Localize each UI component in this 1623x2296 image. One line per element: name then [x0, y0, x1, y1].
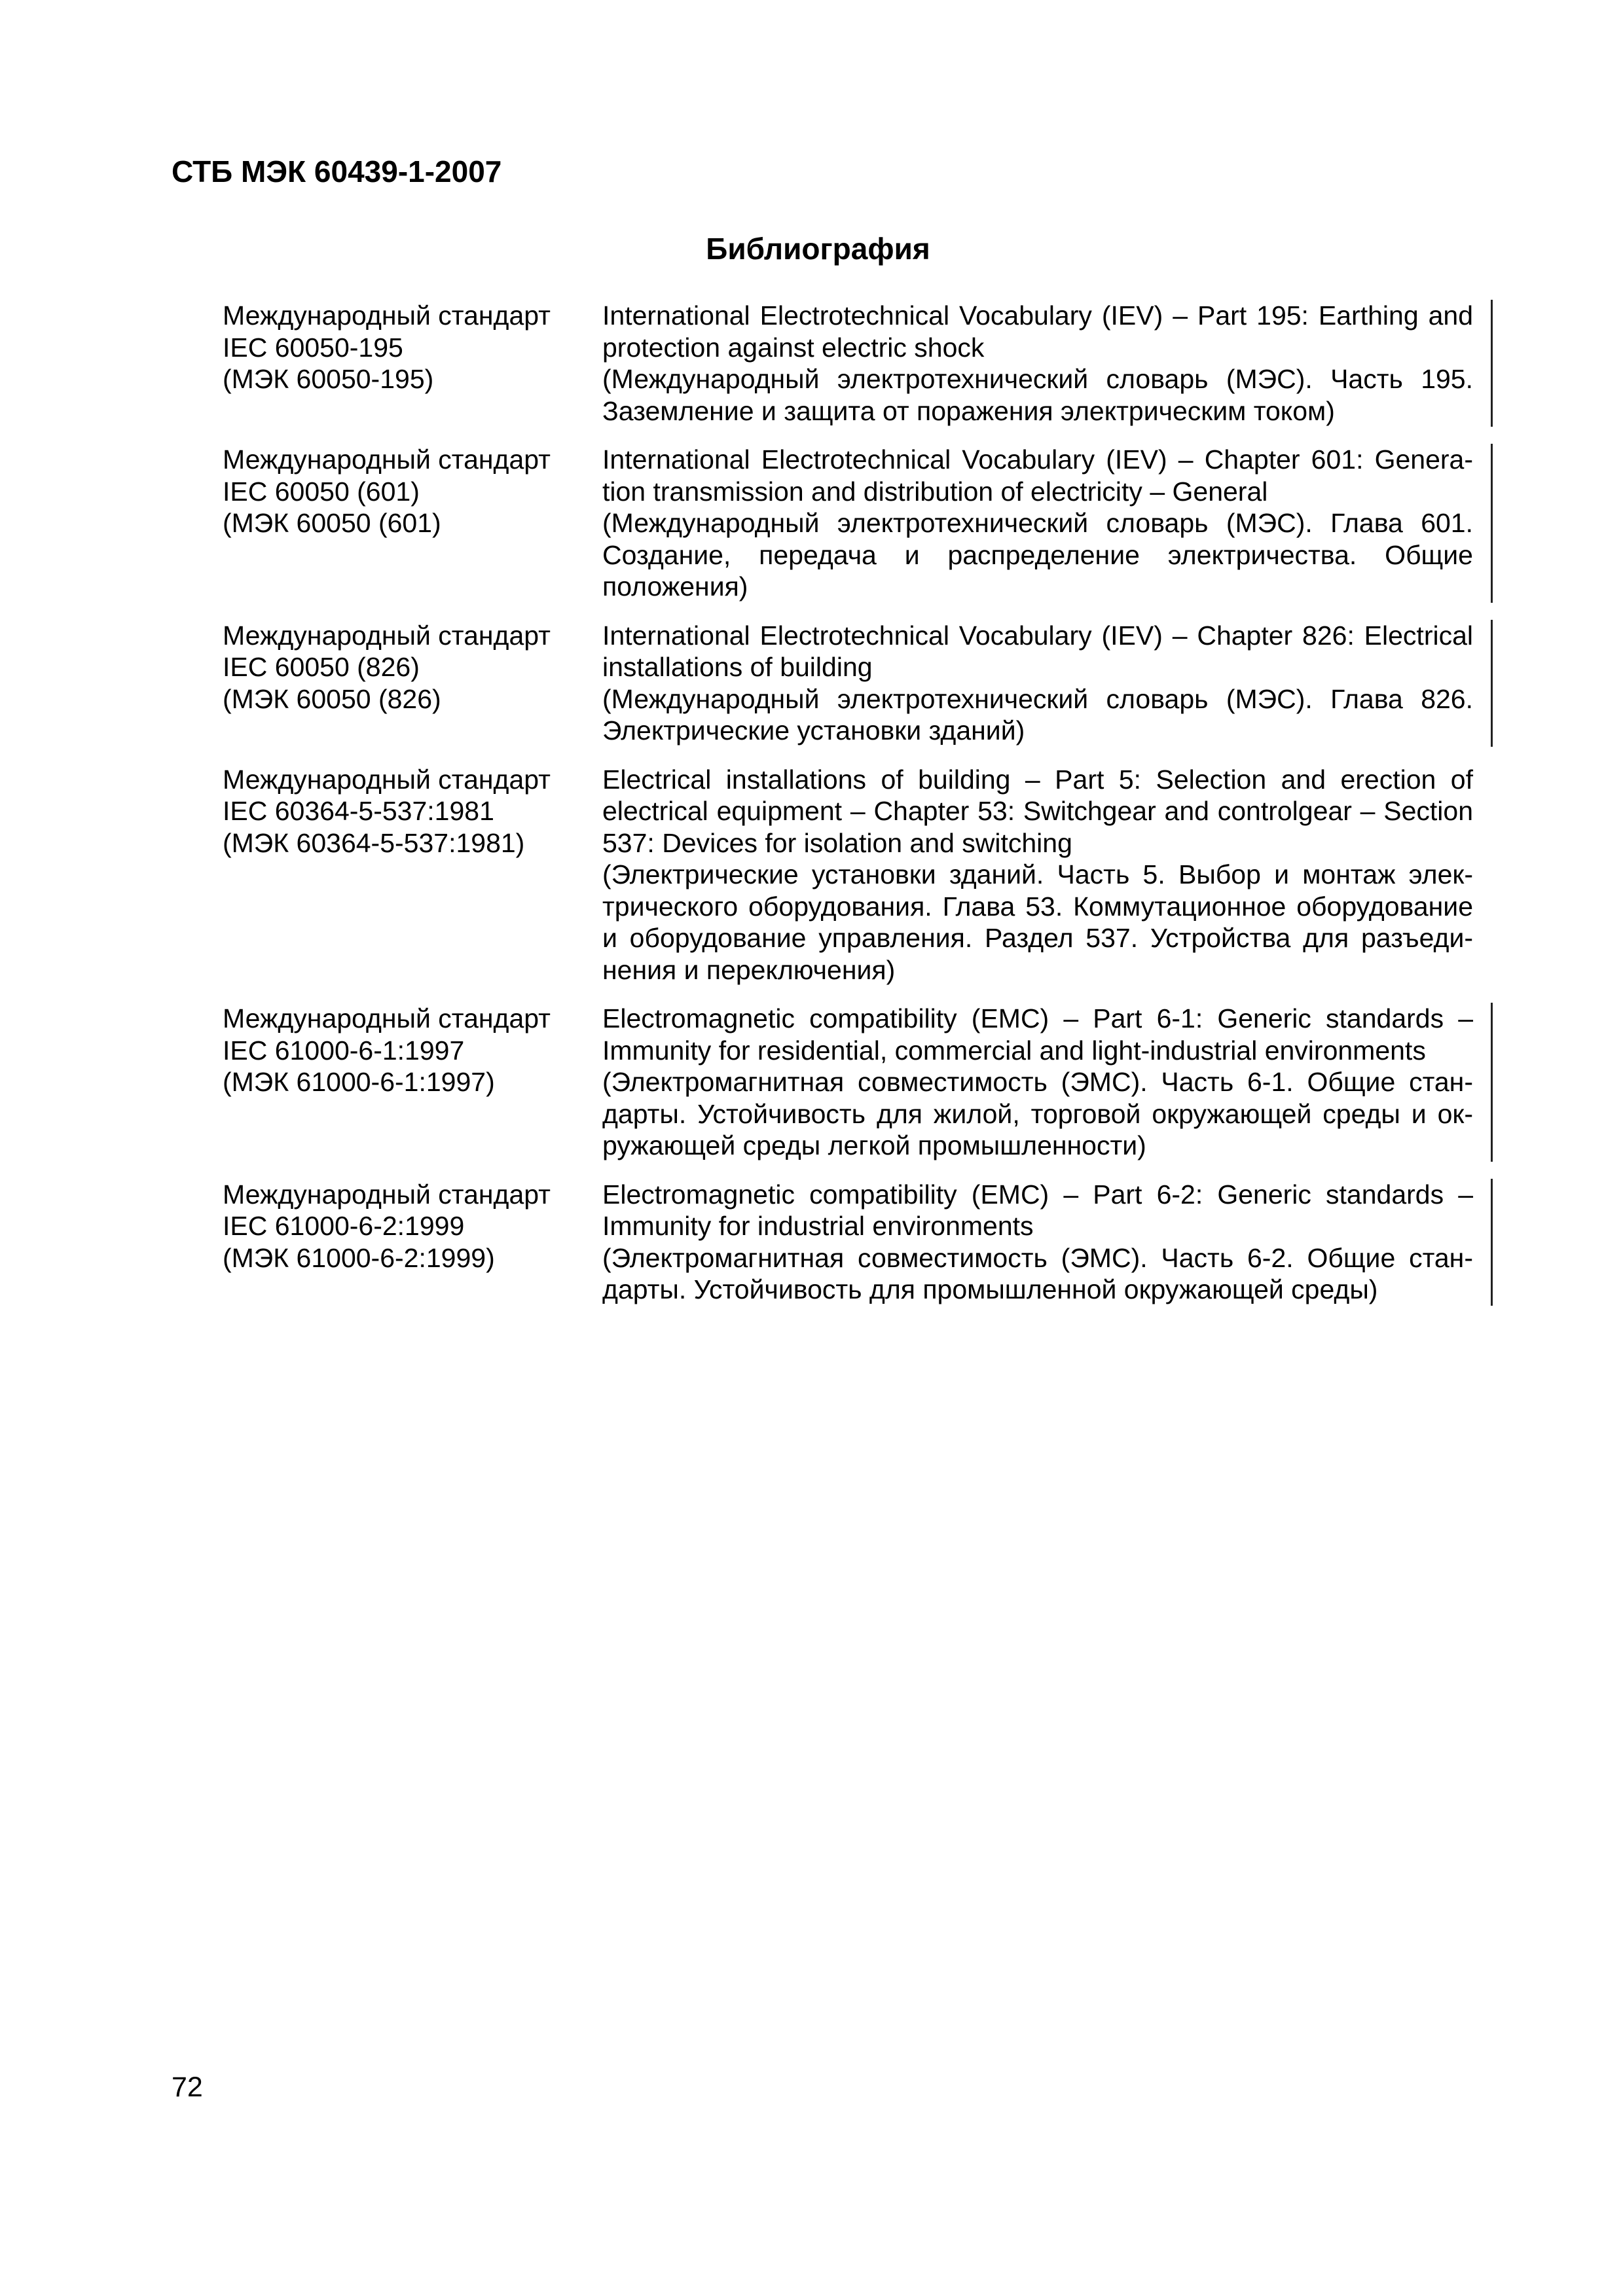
entry-kind: Международный стандарт [223, 444, 551, 475]
bibliography-entry [223, 764, 1483, 986]
entry-title-ru: (Электрические установки зданий. Часть 5. Выбор и монтаж электрического оборудования. Глава 53. Коммутационное оборудование и оборудование управления. Раздел 537. Устройства для разъединения и переключения) [602, 859, 1473, 985]
entry-code: IEC 61000-6-1:1997 [223, 1035, 465, 1066]
bibliography-title: Библиография [706, 232, 930, 266]
entry-code-ru: (МЭК 61000-6-2:1999) [223, 1242, 495, 1273]
entry-title-en: Electrical installations of building – Part 5: Selection and erection of electrical equipment – Chapter 53: Switchgear and controlgear – Section 537: Devices for isolation and switching [602, 764, 1473, 858]
entry-kind: Международный стандарт [223, 1003, 551, 1033]
bibliography-entry [223, 1003, 1483, 1162]
entry-kind: Международный стандарт [223, 764, 551, 795]
entry-kind: Международный стандарт [223, 300, 551, 331]
entry-title-en: Electromagnetic compatibility (EMC) – Part 6-2: Generic standards – Immunity for industrial environments [602, 1179, 1473, 1241]
bibliography-entry [223, 1179, 1483, 1306]
change-bar [1491, 1179, 1493, 1306]
bibliography-entry [223, 620, 1483, 747]
entry-kind: Международный стандарт [223, 620, 551, 651]
entry-reference [223, 1179, 602, 1306]
entry-title [602, 1179, 1473, 1306]
entry-code: IEC 60050 (601) [223, 476, 420, 507]
change-bar [1491, 300, 1493, 427]
bibliography-entry [223, 444, 1483, 603]
entry-title [602, 444, 1473, 603]
entry-title-en: International Electrotechnical Vocabulary (IEV) – Part 195: Earthing and protection against electric shock [602, 300, 1473, 363]
entry-code-ru: (МЭК 60050-195) [223, 364, 434, 394]
page-number: 72 [172, 2072, 203, 2103]
entry-code-ru: (МЭК 60050 (826) [223, 683, 441, 714]
entry-code: IEC 61000-6-2:1999 [223, 1211, 465, 1241]
entry-title [602, 300, 1473, 427]
entry-title-en: Electromagnetic compatibility (EMC) – Part 6-1: Generic standards – Immunity for residential, commercial and light-industrial environments [602, 1003, 1473, 1066]
entry-title-ru: (Электромагнитная совместимость (ЭМС). Часть 6-2. Общие стандарты. Устойчивость для промышленной окружающей среды) [602, 1242, 1473, 1304]
entry-reference [223, 444, 602, 603]
entry-code: IEC 60364-5-537:1981 [223, 796, 494, 826]
bibliography-entry [223, 300, 1483, 427]
document-code-header: СТБ МЭК 60439-1-2007 [172, 154, 502, 188]
entry-code-ru: (МЭК 60364-5-537:1981) [223, 827, 525, 858]
entry-reference [223, 620, 602, 747]
entry-title-en: International Electrotechnical Vocabulary (IEV) – Chapter 826: Electrical installations of building [602, 620, 1473, 682]
change-bar [1491, 444, 1493, 603]
entry-title-ru: (Международный электротехнический словарь (МЭС). Глава 601. Создание, передача и распределение электричества. Общие положения) [602, 508, 1473, 601]
entry-code-ru: (МЭК 61000-6-1:1997) [223, 1067, 495, 1097]
change-bar [1491, 1003, 1493, 1162]
bibliography-list [223, 300, 1483, 1323]
entry-title [602, 764, 1473, 986]
entry-title [602, 620, 1473, 747]
entry-reference [223, 764, 602, 986]
entry-title-ru: (Электромагнитная совместимость (ЭМС). Часть 6-1. Общие стандарты. Устойчивость для жилой, торговой окружающей среды и окружающей среды легкой промышленности) [602, 1067, 1473, 1160]
entry-code: IEC 60050-195 [223, 332, 403, 363]
change-bar [1491, 620, 1493, 747]
entry-kind: Международный стандарт [223, 1179, 551, 1210]
entry-title [602, 1003, 1473, 1162]
entry-code-ru: (МЭК 60050 (601) [223, 508, 441, 538]
entry-title-ru: (Международный электротехнический словарь (МЭС). Глава 826. Электрические установки зданий) [602, 683, 1473, 745]
entry-reference [223, 300, 602, 427]
entry-reference [223, 1003, 602, 1162]
entry-title-en: International Electrotechnical Vocabulary (IEV) – Chapter 601: Generation transmission and distribution of electricity – General [602, 444, 1473, 507]
entry-title-ru: (Международный электротехнический словарь (МЭС). Часть 195. Заземление и защита от поражения электрическим током) [602, 364, 1473, 426]
entry-code: IEC 60050 (826) [223, 652, 420, 682]
